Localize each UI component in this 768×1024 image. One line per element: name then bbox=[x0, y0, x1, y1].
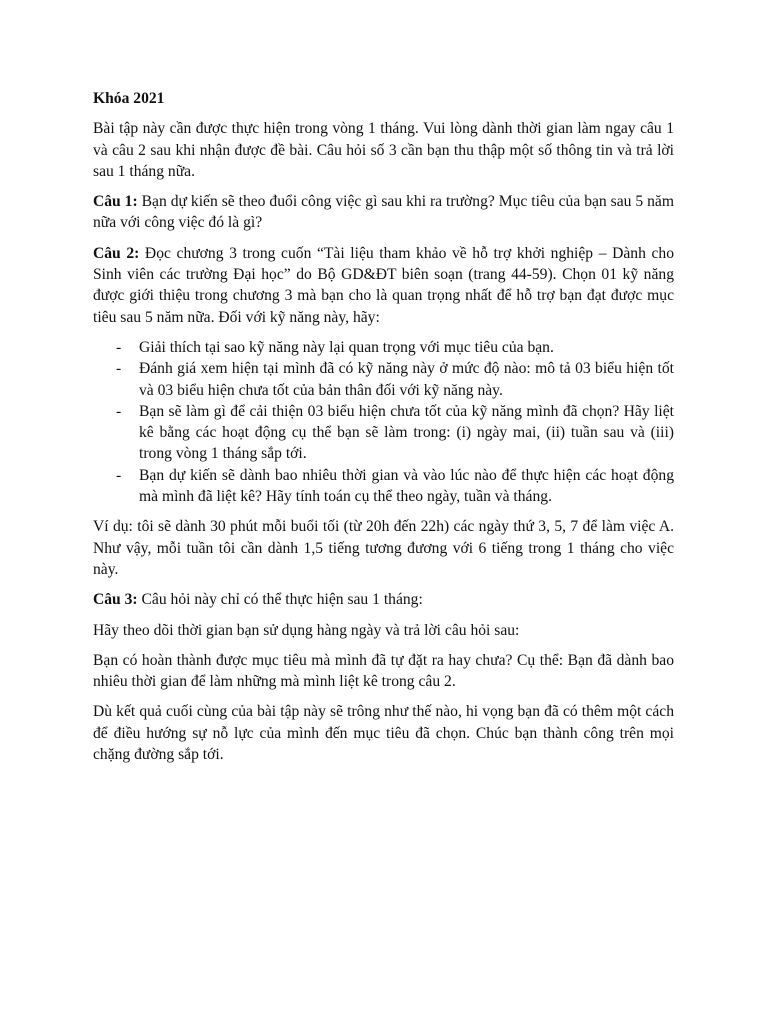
list-item-text: Giải thích tại sao kỹ năng này lại quan trọng với mục tiêu của bạn. bbox=[139, 338, 554, 356]
question-2 bbox=[93, 243, 674, 328]
bullet-dash: - bbox=[116, 466, 122, 484]
list-item bbox=[93, 401, 674, 465]
document-heading: Khóa 2021 bbox=[93, 90, 165, 107]
bullet-dash: - bbox=[116, 402, 122, 420]
question-2-task-list bbox=[93, 337, 674, 507]
question-3-label: Câu 3: bbox=[93, 591, 138, 609]
question-3-instruction: Hãy theo dõi thời gian bạn sử dụng hàng ngày và trả lời câu hỏi sau: bbox=[93, 621, 520, 639]
list-item-text: Bạn sẽ làm gì để cải thiện 03 biểu hiện chưa tốt của kỹ năng mình đã chọn? Hãy liệt kê bằng các hoạt động cụ thể bạn sẽ làm trong: (i) ngày mai, (ii) tuần sau và (iii) trong vòng 1 tháng sắp tới. bbox=[139, 402, 674, 463]
list-item bbox=[93, 465, 674, 508]
question-3-text: Câu hỏi này chỉ có thể thực hiện sau 1 tháng: bbox=[137, 591, 423, 609]
list-item bbox=[93, 337, 674, 358]
question-2-label: Câu 2: bbox=[93, 244, 140, 262]
question-1-label: Câu 1: bbox=[93, 193, 138, 211]
list-item-text: Đánh giá xem hiện tại mình đã có kỹ năng này ở mức độ nào: mô tả 03 biểu hiện tốt và 03 biểu hiện chưa tốt của bản thân đối với kỹ năng này. bbox=[139, 360, 674, 399]
example-paragraph: Ví dụ: tôi sẽ dành 30 phút mỗi buổi tối (từ 20h đến 22h) các ngày thứ 3, 5, 7 để làm việc A. Như vậy, mỗi tuần tôi cần dành 1,5 tiếng tương đương với 6 tiếng trong 1 tháng cho việc này. bbox=[93, 518, 674, 578]
bullet-dash: - bbox=[116, 338, 122, 356]
question-3 bbox=[93, 589, 674, 610]
question-1-text: Bạn dự kiến sẽ theo đuổi công việc gì sau khi ra trường? Mục tiêu của bạn sau 5 năm nữa với công việc đó là gì? bbox=[93, 193, 674, 232]
list-item bbox=[93, 358, 674, 401]
question-1 bbox=[93, 191, 674, 234]
closing-paragraph: Dù kết quả cuối cùng của bài tập này sẽ trông như thế nào, hi vọng bạn đã có thêm một cách để điều hướng sự nỗ lực của mình đến mục tiêu đã chọn. Chúc bạn thành công trên mọi chặng đường sắp tới. bbox=[93, 703, 674, 764]
list-item-text: Bạn dự kiến sẽ dành bao nhiêu thời gian và vào lúc nào để thực hiện các hoạt động mà mình đã liệt kê? Hãy tính toán cụ thể theo ngày, tuần và tháng. bbox=[139, 466, 674, 506]
bullet-dash: - bbox=[116, 360, 122, 378]
question-3-question: Bạn có hoàn thành được mục tiêu mà mình đã tự đặt ra hay chưa? Cụ thể: Bạn đã dành bao nhiêu thời gian để làm những mà mình liệt kê trong câu 2. bbox=[93, 651, 674, 691]
intro-paragraph: Bài tập này cần được thực hiện trong vòng 1 tháng. Vui lòng dành thời gian làm ngay câu 1 và câu 2 sau khi nhận được đề bài. Câu hỏi số 3 cần bạn thu thập một số thông tin và trả lời sau 1 tháng nữa. bbox=[93, 120, 674, 180]
document-page bbox=[93, 88, 674, 774]
question-2-text: Đọc chương 3 trong cuốn “Tài liệu tham khảo về hỗ trợ khởi nghiệp – Dành cho Sinh viên các trường Đại học” do Bộ GD&ĐT biên soạn (trang 44-59). Chọn 01 kỹ năng được giới thiệu trong chương 3 mà bạn cho là quan trọng nhất để hỗ trợ bạn đạt được mục tiêu sau 5 năm nữa. Đối với kỹ năng này, hãy: bbox=[93, 244, 674, 326]
